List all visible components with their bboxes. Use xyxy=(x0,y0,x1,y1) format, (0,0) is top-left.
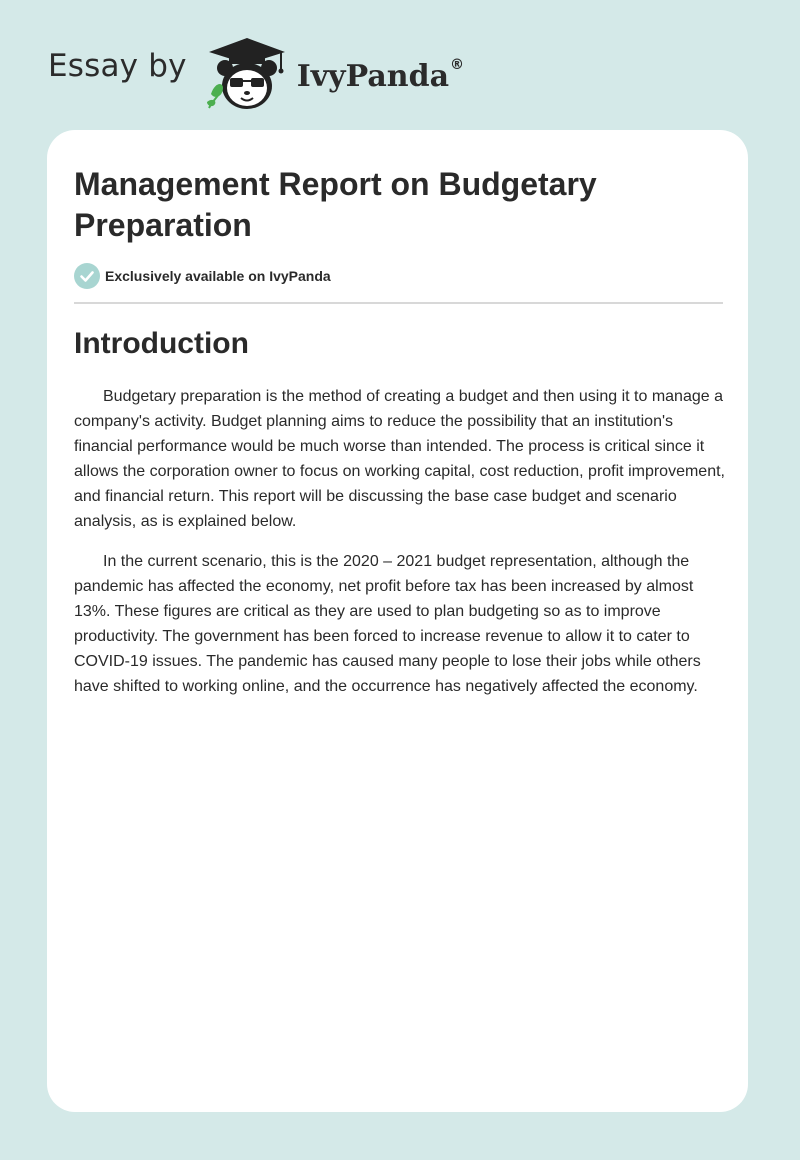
essay-card xyxy=(47,130,748,1112)
divider xyxy=(74,302,723,304)
page-title: Management Report on Budgetary Preparation xyxy=(74,166,597,243)
essay-by-label: Essay by xyxy=(48,48,187,84)
exclusive-badge-label: Exclusively available on IvyPanda xyxy=(105,268,331,284)
site-header-logo[interactable] xyxy=(48,34,464,114)
panda-graduate-logo-icon xyxy=(201,34,293,114)
paragraph: Budgetary preparation is the method of creating a budget and then using it to manage a company's activity. Budget planning aims to reduce the possibility that an institution's financial performance would be much worse than intended. The process is critical since it allows the corporation owner to focus on working capital, cost reduction, profit improvement, and financial return. This report will be discussing the base case budget and scenario analysis, as is explained below. xyxy=(74,388,725,530)
registered-mark: ® xyxy=(450,56,465,73)
check-circle-icon xyxy=(74,263,100,289)
brand-name: IvyPanda® xyxy=(296,56,465,94)
paragraph: In the current scenario, this is the 2020 – 2021 budget representation, although the pandemic has affected the economy, net profit before tax has been increased by almost 13%. These figures are critical as they are used to plan budgeting so as to improve productivity. The government has been forced to increase revenue to allow it to cater to COVID-19 issues. The pandemic has caused many people to lose their jobs while others have shifted to working online, and the occurrence has negatively affected the economy. xyxy=(74,553,701,695)
exclusive-badge xyxy=(74,263,331,289)
article-body xyxy=(74,384,726,714)
section-heading: Introduction xyxy=(74,327,249,360)
